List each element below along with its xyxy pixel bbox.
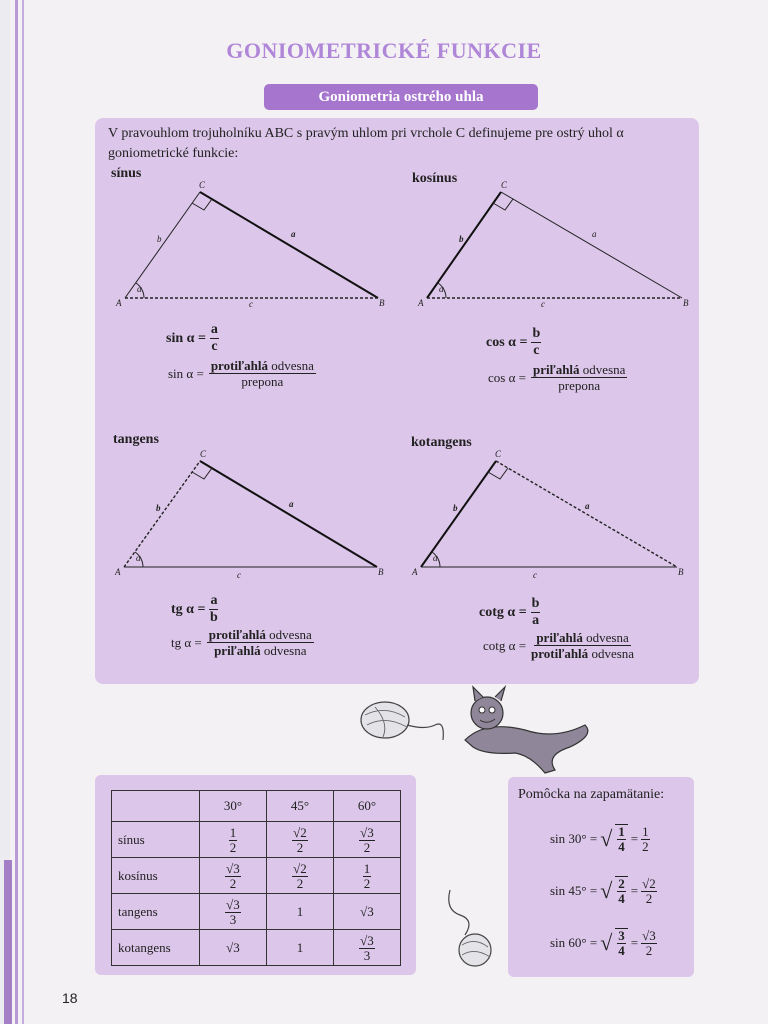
kosinus-triangle — [417, 180, 689, 309]
cell-numerator: √3 — [360, 933, 374, 948]
result-denominator: 2 — [642, 838, 649, 854]
table-cell: 1 — [267, 930, 334, 966]
row-header: kosínus — [112, 858, 200, 894]
side-b-label: b — [157, 234, 162, 244]
numerator-word: odvesna — [271, 358, 314, 373]
memo-line — [550, 824, 650, 853]
vertex-b-label: B — [379, 298, 385, 308]
table-row — [112, 822, 401, 858]
cell-denominator: 3 — [229, 912, 237, 927]
denominator-keyword: protiľahlá — [531, 646, 589, 661]
table-cell — [200, 858, 267, 894]
cos-formula-long — [488, 363, 627, 392]
table-cell — [200, 822, 267, 858]
row-header: tangens — [112, 894, 200, 930]
formula-lhs: sin α = — [168, 365, 204, 381]
numerator-keyword: protiľahlá — [208, 627, 266, 642]
cat-icon — [465, 687, 588, 773]
cat-illustration — [355, 685, 605, 785]
radicand-numerator: 3 — [618, 928, 625, 943]
table-cell: √3 — [334, 894, 401, 930]
cell-denominator: 3 — [363, 948, 371, 963]
sqrt-icon: √ — [600, 929, 613, 955]
denominator-word: odvesna — [591, 646, 635, 661]
vertex-b-label: B — [683, 298, 689, 308]
memo-lhs: sin 45° = — [550, 882, 598, 898]
sqrt-icon: √ — [600, 877, 613, 903]
memo-lhs: sin 60° = — [550, 934, 598, 950]
side-a-label: a — [289, 499, 294, 509]
side-c-label: c — [237, 570, 241, 580]
numerator-word: odvesna — [269, 627, 312, 642]
cell-denominator: 2 — [229, 840, 237, 855]
tangens-triangle — [114, 449, 384, 580]
fraction-denominator: prepona — [241, 374, 284, 389]
values-table — [111, 790, 401, 966]
formula-lhs: cos α = — [486, 334, 528, 350]
sinus-triangle — [115, 180, 385, 309]
intro-text: V pravouhlom trojuholníku ABC s pravým uhlom pri vrchole C definujeme pre ostrý uhol α goniometrické funkcie: — [108, 126, 624, 161]
table-cell: √3 — [200, 930, 267, 966]
result-denominator: 2 — [645, 942, 653, 958]
cell-denominator: 2 — [229, 876, 237, 891]
side-c-label: c — [541, 299, 545, 309]
side-b-label: b — [459, 234, 464, 244]
table-row — [112, 858, 401, 894]
table-cell — [200, 894, 267, 930]
equals-sign: = — [630, 882, 639, 898]
denominator-word: odvesna — [263, 643, 307, 658]
tangens-heading: tangens — [113, 432, 159, 447]
radicand-denominator: 4 — [618, 891, 625, 906]
fraction-numerator: b — [531, 596, 540, 611]
vertex-c-label: C — [495, 449, 502, 459]
result-numerator: √2 — [642, 875, 656, 891]
side-b-label: b — [156, 503, 161, 513]
angle-alpha-label: α — [433, 553, 438, 563]
numerator-keyword: priľahlá — [532, 362, 580, 377]
fraction-denominator: a — [532, 613, 540, 628]
cell-denominator: 2 — [363, 876, 371, 891]
yarn-ball-icon — [361, 702, 443, 740]
fraction-numerator: a — [210, 322, 218, 337]
sin-formula-long — [168, 359, 316, 388]
vertex-a-label: A — [115, 567, 121, 577]
table-header-row — [112, 791, 401, 822]
table-cell: 1 — [267, 894, 334, 930]
side-a-label: a — [592, 229, 597, 239]
table-corner-cell — [112, 791, 200, 822]
radicand-denominator: 4 — [618, 943, 625, 958]
page-number: 18 — [62, 990, 78, 1006]
table-header-cell: 60° — [334, 791, 401, 822]
fraction-denominator: prepona — [558, 378, 601, 393]
fraction-denominator: c — [533, 343, 540, 358]
fraction-denominator: c — [211, 339, 218, 354]
numerator-keyword: priľahlá — [536, 630, 583, 645]
side-c-label: c — [533, 570, 537, 580]
yarn-ball-icon — [440, 885, 500, 970]
sinus-heading: sínus — [111, 166, 142, 181]
formula-lhs: tg α = — [171, 634, 202, 650]
numerator-keyword: protiľahlá — [210, 358, 268, 373]
vertex-c-label: C — [501, 180, 508, 190]
angle-alpha-label: α — [137, 284, 142, 294]
result-numerator: √3 — [642, 927, 656, 943]
kosinus-heading: kosínus — [412, 171, 458, 186]
table-header-cell: 30° — [200, 791, 267, 822]
cell-numerator: √3 — [360, 825, 374, 840]
cell-denominator: 2 — [296, 840, 304, 855]
memo-line — [550, 928, 657, 957]
side-b-label: b — [453, 503, 458, 513]
denominator-keyword: priľahlá — [214, 643, 261, 658]
table-cell — [267, 822, 334, 858]
formula-lhs: cotg α = — [479, 604, 527, 620]
cell-numerator: √3 — [226, 861, 240, 876]
table-row — [112, 894, 401, 930]
kotangens-heading: kotangens — [411, 435, 472, 450]
vertex-b-label: B — [678, 567, 684, 577]
tg-formula-short — [171, 594, 218, 625]
formula-lhs: sin α = — [166, 330, 206, 346]
vertex-a-label: A — [412, 567, 418, 577]
fraction-denominator: b — [210, 610, 218, 625]
side-a-label: a — [291, 229, 296, 239]
side-a-label: a — [585, 501, 590, 511]
page-title: GONIOMETRICKÉ FUNKCIE — [226, 38, 542, 63]
angle-alpha-label: α — [136, 553, 141, 563]
table-row — [112, 930, 401, 966]
cotg-formula-long — [483, 631, 634, 660]
table-cell — [334, 930, 401, 966]
row-header: sínus — [112, 822, 200, 858]
formula-lhs: cos α = — [488, 369, 526, 385]
cos-formula-short — [486, 327, 541, 358]
cell-denominator: 2 — [296, 876, 304, 891]
equals-sign: = — [630, 830, 639, 846]
table-cell — [334, 822, 401, 858]
fraction-numerator: a — [210, 593, 218, 608]
cell-numerator: √3 — [226, 897, 240, 912]
vertex-b-label: B — [378, 567, 384, 577]
row-header: kotangens — [112, 930, 200, 966]
angle-alpha-label: α — [439, 284, 444, 294]
sin-formula-short — [166, 323, 219, 354]
vertex-a-label: A — [418, 298, 424, 308]
table-cell — [267, 858, 334, 894]
table-header-cell: 45° — [267, 791, 334, 822]
section-title: Goniometria ostrého uhla — [264, 84, 538, 110]
cell-numerator: √2 — [293, 825, 307, 840]
tg-formula-long — [171, 628, 314, 657]
numerator-word: odvesna — [586, 630, 629, 645]
cell-numerator: 1 — [363, 861, 371, 876]
formula-lhs: tg α = — [171, 601, 206, 617]
formula-lhs: cotg α = — [483, 637, 527, 653]
result-numerator: 1 — [642, 823, 649, 839]
memo-line — [550, 876, 657, 905]
radicand-numerator: 1 — [618, 824, 625, 839]
cotg-formula-short — [479, 597, 540, 628]
result-denominator: 2 — [645, 890, 653, 906]
side-c-label: c — [249, 299, 253, 309]
cell-denominator: 2 — [363, 840, 371, 855]
cell-numerator: √2 — [293, 861, 307, 876]
memo-title: Pomôcka na zapamätanie: — [518, 787, 665, 802]
sqrt-icon: √ — [600, 825, 613, 851]
vertex-c-label: C — [200, 449, 207, 459]
numerator-word: odvesna — [582, 362, 626, 377]
cell-numerator: 1 — [229, 825, 237, 840]
table-cell — [334, 858, 401, 894]
vertex-a-label: A — [116, 298, 122, 308]
equals-sign: = — [630, 934, 639, 950]
memo-lhs: sin 30° = — [550, 830, 598, 846]
radicand-denominator: 4 — [618, 839, 625, 854]
radicand-numerator: 2 — [618, 876, 625, 891]
vertex-c-label: C — [199, 180, 206, 190]
fraction-numerator: b — [532, 326, 541, 341]
kotangens-triangle — [411, 449, 684, 580]
